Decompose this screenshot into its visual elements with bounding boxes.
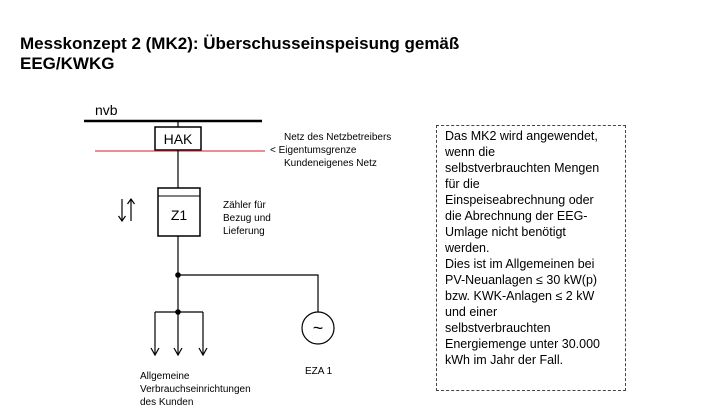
boundary-note-line-3: Kundeneigenes Netz [284,158,377,169]
info-line: Einspeiseabrechnung oder [445,193,594,207]
info-box [436,125,626,391]
info-line: bzw. KWK-Anlagen ≤ 2 kW [445,289,595,303]
consumer-label-line-3: des Kunden [140,397,194,408]
consumer-arrow-1 [151,312,159,355]
hak-label: HAK [163,131,193,147]
info-line: Das MK2 wird angewendet, [445,129,598,143]
boundary-note-line-2: < Eigentumsgrenze [270,145,357,156]
grid-label: nvb [95,102,118,118]
bidirectional-energy-arrows-icon [119,199,135,221]
consumer-arrow-3 [199,312,207,355]
info-line: und einer [445,305,498,319]
info-line: wenn die [445,145,496,159]
generator-ac-symbol: ~ [312,318,324,338]
boundary-note-line-1: Netz des Netzbetreibers [284,132,392,143]
consumer-label-line-1: Allgemeine [140,371,190,382]
info-line: Dies ist im Allgemeinen bei [445,257,595,271]
page-title-line-1: Messkonzept 2 (MK2): Überschusseinspeisung gemäß [20,34,460,53]
info-line: Energiemenge unter 30.000 [445,337,600,351]
meter-z1-label: Z1 [170,207,188,223]
generator-label: EZA 1 [305,366,333,377]
info-line: die Abrechnung der EEG- [445,209,588,223]
consumer-label-line-2: Verbrauchseinrichtungen [140,384,251,395]
info-line: selbstverbrauchten [445,321,551,335]
info-line: kWh im Jahr der Fall. [445,353,564,367]
info-line: für die [445,177,480,191]
consumer-arrow-2 [174,312,182,355]
info-line: Umlage nicht benötigt [445,225,566,239]
info-line: PV-Neuanlagen ≤ 30 kW(p) [445,273,598,287]
info-line: werden. [445,241,490,255]
meter-note-line-2: Bezug und [223,213,271,224]
info-line: selbstverbrauchten Mengen [445,161,600,175]
meter-note-line-3: Lieferung [223,226,265,237]
generator-feed-line [178,275,318,312]
page-title-line-2: EEG/KWKG [20,54,115,73]
meter-note-line-1: Zähler für [223,200,266,211]
